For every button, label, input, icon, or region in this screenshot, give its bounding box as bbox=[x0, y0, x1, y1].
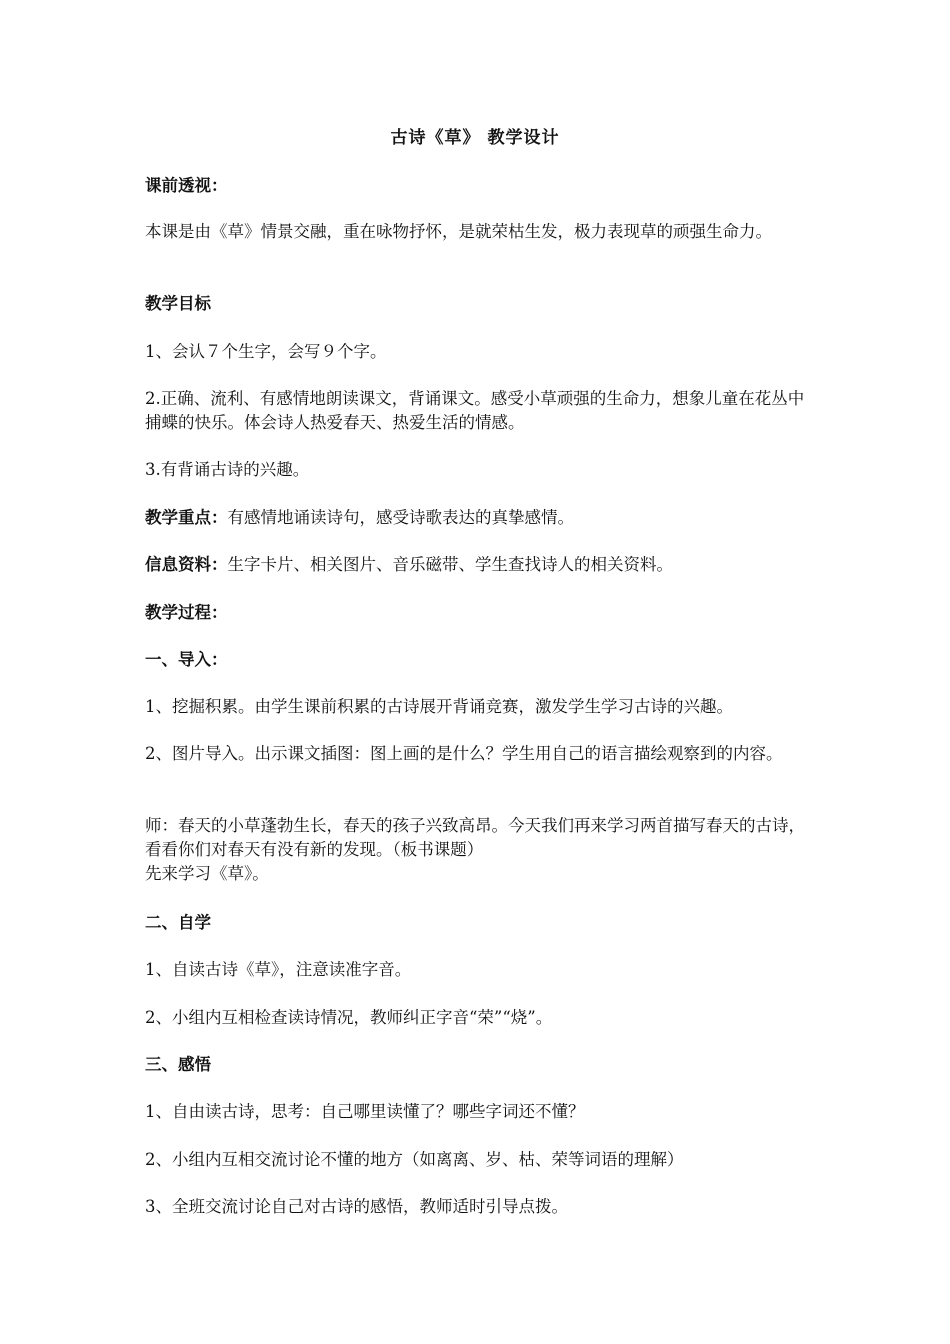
goal-item-1: 1、会认７个生字，会写９个字。 bbox=[145, 342, 387, 361]
key-point-text: 有感情地诵读诗句，感受诗歌表达的真挚感情。 bbox=[227, 508, 574, 527]
section-3-item-3: 3、全班交流讨论自己对古诗的感悟，教师适时引导点拨。 bbox=[145, 1197, 568, 1216]
goal-item-3: 3.有背诵古诗的兴趣。 bbox=[145, 460, 310, 479]
section-2-item-2: 2、小组内互相检查读诗情况，教师纠正字音“荣”“烧”。 bbox=[145, 1008, 553, 1027]
info-text: 生字卡片、相关图片、音乐磁带、学生查找诗人的相关资料。 bbox=[227, 555, 673, 574]
section-1-heading: 一、导入： bbox=[145, 650, 228, 669]
section-3-item-2: 2、小组内互相交流讨论不懂的地方（如离离、岁、枯、荣等词语的理解） bbox=[145, 1150, 684, 1169]
section-1-teacher-text: 师：春天的小草蓬勃生长，春天的孩子兴致高昂。今天我们再来学习两首描写春天的古诗，看看你们对春天有没有新的发现。（板书课题） bbox=[145, 816, 805, 859]
section-1-item-2: 2、图片导入。出示课文插图：图上画的是什么？学生用自己的语言描绘观察到的内容。 bbox=[145, 744, 783, 763]
goal-item-2: 2.正确、流利、有感情地朗读课文，背诵课文。感受小草顽强的生命力，想象儿童在花丛中捕蝶的快乐。体会诗人热爱春天、热爱生活的情感。 bbox=[145, 389, 805, 432]
key-point-line bbox=[145, 506, 810, 530]
info-line bbox=[145, 553, 810, 577]
document-title: 古诗《草》 教学设计 bbox=[390, 128, 560, 148]
goals-heading: 教学目标 bbox=[145, 294, 211, 313]
key-point-label: 教学重点： bbox=[145, 508, 228, 527]
preview-heading: 课前透视： bbox=[145, 176, 228, 195]
process-heading: 教学过程： bbox=[145, 603, 228, 622]
section-3-item-1: 1、自由读古诗，思考：自己哪里读懂了？哪些字词还不懂？ bbox=[145, 1102, 585, 1121]
section-1-item-1: 1、挖掘积累。由学生课前积累的古诗展开背诵竞赛，激发学生学习古诗的兴趣。 bbox=[145, 697, 733, 716]
preview-paragraph: 本课是由《草》情景交融，重在咏物抒怀，是就荣枯生发，极力表现草的顽强生命力。 bbox=[145, 222, 772, 241]
section-2-heading: 二、自学 bbox=[145, 913, 211, 932]
section-1-learn-line: 先来学习《草》。 bbox=[145, 864, 269, 883]
section-3-heading: 三、感悟 bbox=[145, 1055, 211, 1074]
section-2-item-1: 1、自读古诗《草》，注意读准字音。 bbox=[145, 960, 412, 979]
info-label: 信息资料： bbox=[145, 555, 228, 574]
